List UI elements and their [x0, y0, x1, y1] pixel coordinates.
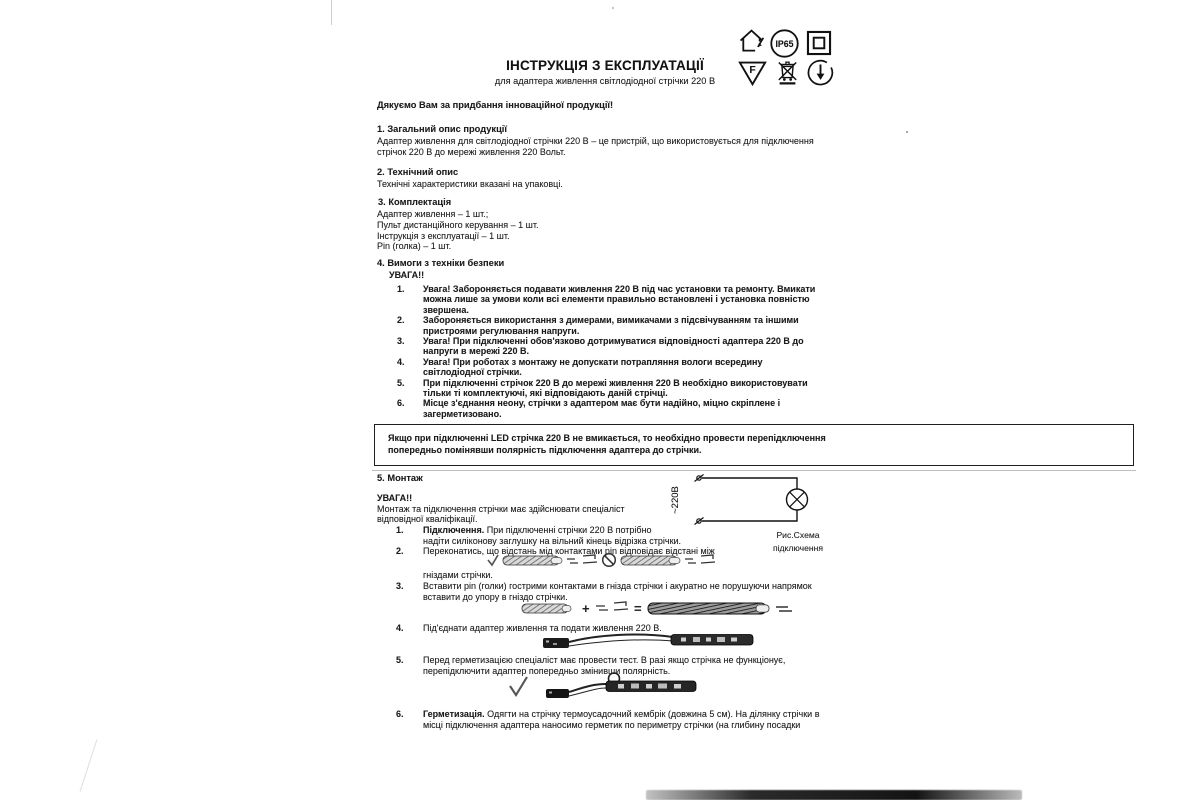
step-number: 4.	[396, 623, 404, 633]
wire-top	[702, 478, 797, 489]
assembled-strip-sketch	[648, 603, 769, 614]
section-2-heading: 2. Технічний опис	[377, 166, 459, 177]
step-lead: Підключення.	[423, 525, 485, 535]
safety-item-line: тільки ті комплектуючі, які відповідають даній стрічці.	[423, 388, 668, 398]
strip-sketch	[503, 556, 562, 565]
ip-rating-text: IP65	[775, 38, 794, 49]
safety-item-line: пристроями регулювання напруги.	[423, 325, 580, 336]
pin-connector-sketch	[567, 555, 597, 563]
scan-shadow	[646, 790, 1022, 800]
voltage-label: ~220В	[670, 486, 681, 514]
section-1-heading: 1. Загальний опис продукції	[377, 124, 507, 134]
indoor-use-icon	[736, 26, 767, 57]
section-1-line: стрічок 220 В до мережі живлення 220 Вольт.	[377, 146, 566, 157]
pin-insertion-illustration	[520, 598, 812, 624]
step-number: 3.	[396, 581, 404, 591]
safety-item-line: світлодіодної стрічки.	[423, 367, 522, 378]
step-line: вставити до упору в гніздо стрічки.	[423, 591, 568, 602]
safety-item-line: Увага! При підключенні обов'язково дотримуватися відповідності адаптера 220 В до	[423, 336, 804, 346]
safety-item-line: Увага! Забороняється подавати живлення 220 В під час установки та ремонту. Вмикати	[423, 284, 816, 294]
equals-sign: =	[634, 601, 642, 616]
check-icon	[488, 555, 498, 565]
prohibited-icon	[603, 553, 616, 566]
step-line	[423, 525, 652, 535]
adapter-plug-sketch	[546, 689, 569, 698]
safety-item-line: напруги в мережі 220 В.	[423, 346, 530, 357]
section-4-heading: 4. Вимоги з техніки безпеки	[377, 257, 505, 268]
scan-crease	[331, 0, 332, 25]
step-line: місці підключення адаптера наносимо герметик по периметру стрічки (на глибину посадки	[423, 719, 801, 730]
pin-connector-sketch	[596, 602, 628, 610]
package-item: Інструкція з експлуатації – 1 шт.	[377, 230, 510, 241]
attention-label: УВАГА!!	[389, 269, 425, 280]
weee-crossed-bin-icon	[774, 57, 801, 87]
plus-sign: +	[582, 601, 590, 616]
step-line	[423, 709, 820, 719]
montage-intro-line: відповідної кваліфікації.	[377, 514, 478, 524]
package-item: Адаптер живлення – 1 шт.;	[377, 209, 489, 219]
test-illustration	[502, 671, 707, 707]
safety-item-line: Забороняється використання з димерами, вимикачами з підсвічуванням та іншими	[423, 315, 799, 326]
safety-item-line: При підключенні стрічок 220 В до мережі живлення 220 В необхідно використовувати	[423, 377, 808, 388]
step-lead: Герметизація.	[423, 709, 485, 719]
safety-item-line: Увага! При роботах з монтажу не допускати потрапляння вологи всередину	[423, 356, 763, 367]
step-line: надіти силіконову заглушку на вільний кінець відрізка стрічки.	[423, 535, 682, 546]
safety-item-line: Місце з'єднання неону, стрічки з адаптером має бути надійно, міцно скріплене і	[423, 398, 781, 409]
section-3-heading: 3. Комплектація	[378, 197, 452, 207]
attention-label: УВАГА!!	[377, 493, 413, 503]
wire-dashes	[776, 607, 792, 611]
scan-scratch	[80, 739, 98, 792]
warning-line: попередньо помінявши полярність підключення адаптера до стрічки.	[388, 444, 702, 455]
step-line: Вставити pin (голки) гострими контактами в гнізда стрічки і акуратно не порушуючи напрямок	[423, 581, 812, 591]
safety-item-number: 5.	[397, 377, 405, 388]
page-subtitle: для адаптера живлення світлодіодної стрічки 220 В	[494, 75, 716, 86]
adapter-plug-sketch	[543, 638, 569, 648]
f-mark-text: F	[749, 65, 756, 76]
step-number: 1.	[396, 525, 404, 535]
step-line: Перед герметизацією спеціаліст має провести тест. В разі якщо стрічка не функціонує,	[423, 655, 786, 665]
step-rest: При підключенні стрічки 220 В потрібно	[484, 525, 652, 535]
conformity-mark-icon	[806, 58, 835, 88]
package-item: Pin (голка) – 1 шт.	[377, 241, 452, 252]
f-flammable-surface-icon	[737, 59, 768, 87]
adapter-connection-illustration	[541, 630, 766, 656]
step-line: перепідключити адаптер попередньо змінивши полярність.	[423, 665, 671, 676]
safety-item-number: 6.	[397, 398, 405, 409]
section-5-heading: 5. Монтаж	[377, 472, 423, 483]
safety-item-number: 4.	[397, 356, 405, 367]
class-ii-insulation-icon	[804, 28, 834, 58]
step-number: 5.	[396, 655, 404, 665]
safety-item-line: звершена.	[423, 304, 469, 315]
step-line: Переконатись, що відстань мід контактами pin відповідає відстані між	[423, 546, 715, 556]
step-line: Під'єднати адаптер живлення та подати живлення 220 В.	[423, 623, 662, 633]
step-number: 6.	[396, 709, 404, 719]
strip-sketch-dark	[671, 635, 753, 646]
section-2-line: Технічні характеристики вказані на упаковці.	[377, 178, 563, 189]
step-rest: Одягти на стрічку термоусадочний кембрік (довжина 5 см). На ділянку стрічки в	[484, 709, 820, 719]
diagram-caption: Рис.Схема	[776, 530, 820, 540]
wire-bottom	[702, 510, 797, 521]
page-title: ІНСТРУКЦІЯ З ЕКСПЛУАТАЦІЇ	[506, 58, 704, 73]
package-item: Пульт дистанційного керування – 1 шт.	[377, 219, 539, 230]
polarity-warning-box	[374, 424, 1134, 466]
safety-item-number: 1.	[397, 284, 405, 294]
safety-item-line: загерметизовано.	[423, 408, 502, 419]
check-icon	[510, 677, 527, 695]
ip65-rating-icon	[769, 28, 800, 59]
terminal-marks	[695, 475, 704, 525]
strip-sketch-dark	[606, 681, 696, 692]
section-1-line: Адаптер живлення для світлодіодної стрічки 220 В – це пристрій, що використовується для підключення	[377, 136, 814, 146]
safety-item-number: 3.	[397, 336, 405, 346]
diagram-caption: підключення	[772, 543, 824, 553]
montage-intro-line: Монтаж та підключення стрічки має здійснювати спеціаліст	[377, 503, 625, 514]
step-line: гніздами стрічки.	[423, 569, 493, 580]
strip-sketch	[522, 604, 571, 613]
thanks-note: Дякуємо Вам за придбання інноваційної продукції!	[377, 100, 614, 110]
scan-speck	[612, 7, 614, 9]
safety-item-line: можна лише за умови коли всі елементи правильно встановлені і установка повністю	[423, 294, 810, 305]
scan-speck	[906, 131, 908, 133]
step-number: 2.	[396, 546, 404, 556]
warning-line: Якщо при підключенні LED стрічка 220 В не вмикається, то необхідно провести перепідключення	[388, 433, 826, 443]
safety-item-number: 2.	[397, 315, 405, 326]
